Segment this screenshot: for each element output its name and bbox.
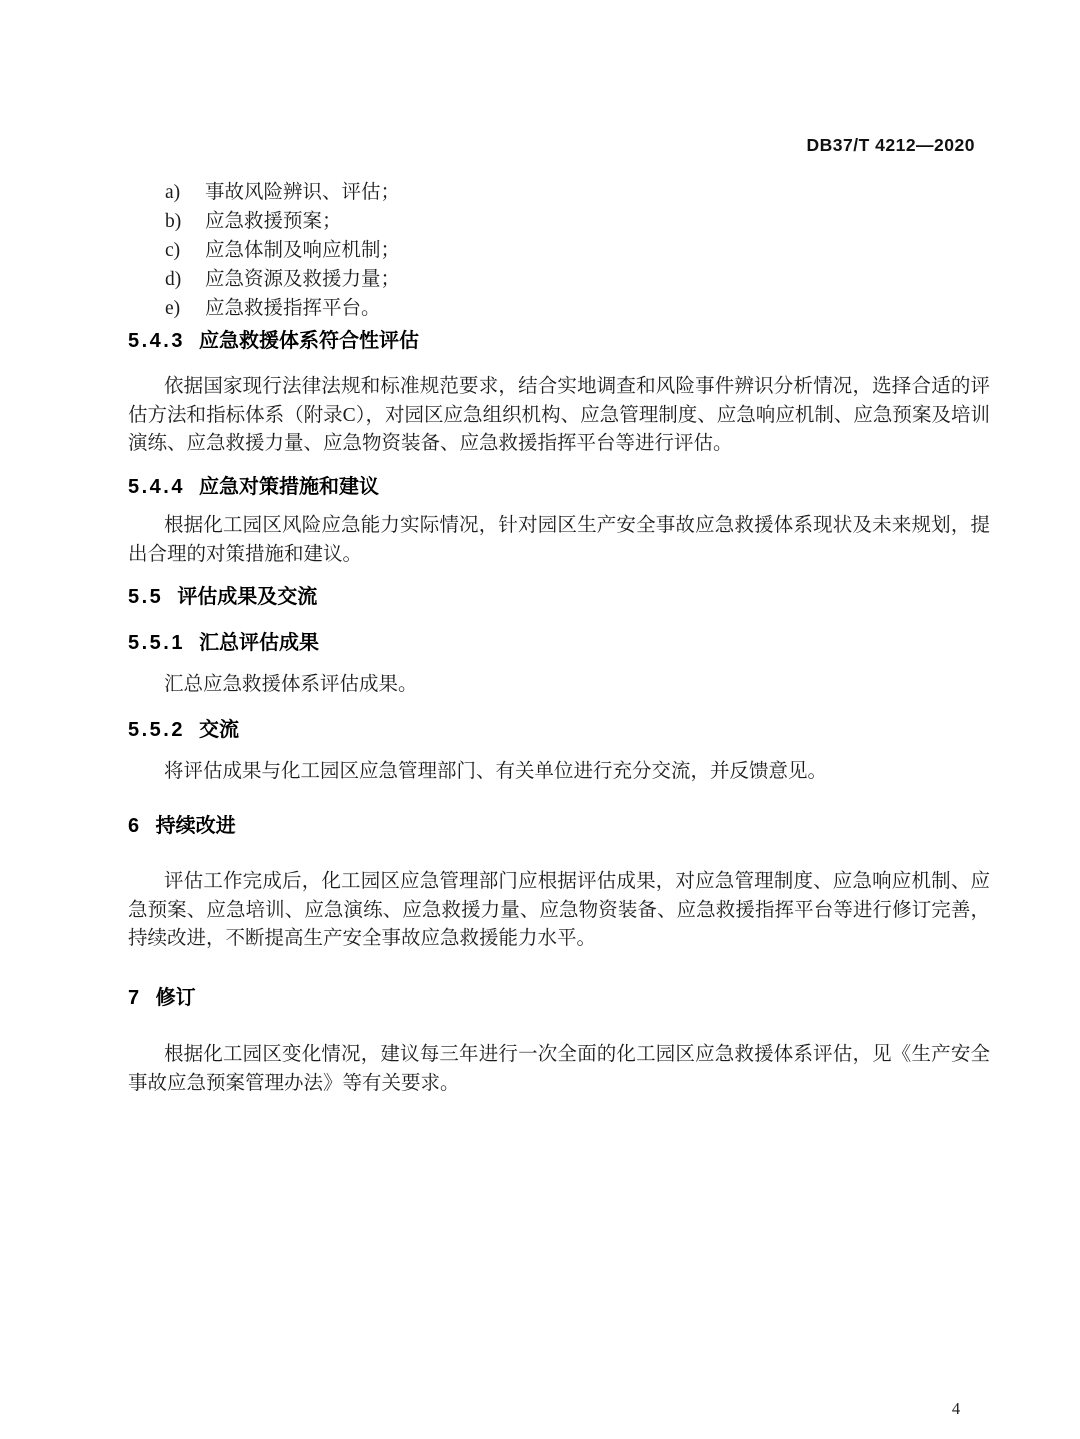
- list-item-marker: e): [165, 298, 181, 319]
- section-paragraph: 汇总应急救援体系评估成果。: [164, 674, 418, 695]
- list-item-marker: a): [165, 182, 181, 203]
- list-item-text: 事故风险辨识、评估；: [205, 182, 401, 203]
- list-item-marker: c): [165, 240, 181, 261]
- standard-code-header: DB37/T 4212—2020: [806, 135, 975, 155]
- section-title: 交流: [198, 719, 239, 741]
- list-item: [165, 207, 400, 236]
- list-item: [165, 178, 400, 207]
- section-title: 应急救援体系符合性评估: [198, 330, 419, 352]
- section-number: 5.4.3: [128, 330, 185, 352]
- section-number: 7: [128, 987, 142, 1009]
- section-paragraph: 根据化工园区变化情况，建议每三年进行一次全面的化工园区应急救援体系评估，见《生产安全事故应急预案管理办法》等有关要求。: [128, 1044, 990, 1094]
- list-item: [165, 294, 400, 323]
- list-item-text: 应急资源及救援力量；: [205, 269, 401, 290]
- list-item: [165, 236, 400, 265]
- section-number: 5.5: [128, 586, 164, 608]
- page-number: 4: [951, 1399, 961, 1418]
- list-item-text: 应急体制及响应机制；: [205, 240, 401, 261]
- section-paragraph: 根据化工园区风险应急能力实际情况，针对园区生产安全事故应急救援体系现状及未来规划，提出合理的对策措施和建议。: [128, 515, 990, 565]
- section-heading-7: [128, 987, 196, 1009]
- list-item-text: 应急救援指挥平台。: [205, 298, 381, 319]
- section-heading-5-5: [128, 586, 317, 608]
- section-heading-5-5-2: [128, 719, 239, 741]
- section-number: 5.5.2: [128, 719, 185, 741]
- section-heading-5-5-1: [128, 632, 319, 654]
- section-number: 5.5.1: [128, 632, 185, 654]
- section-heading-6: [128, 815, 236, 837]
- section-paragraph: 评估工作完成后，化工园区应急管理部门应根据评估成果，对应急管理制度、应急响应机制、应急预案、应急培训、应急演练、应急救援力量、应急物资装备、应急救援指挥平台等进行修订完善，持续改进，不断提高生产安全事故应急救援能力水平。: [128, 871, 990, 950]
- section-title: 评估成果及交流: [177, 586, 318, 608]
- section-paragraph: 依据国家现行法律法规和标准规范要求，结合实地调查和风险事件辨识分析情况，选择合适的评估方法和指标体系（附录C），对园区应急组织机构、应急管理制度、应急响应机制、应急预案及培训演练、应急救援力量、应急物资装备、应急救援指挥平台等进行评估。: [128, 376, 990, 455]
- section-number: 5.4.4: [128, 476, 185, 498]
- list-item-marker: b): [165, 211, 182, 232]
- section-title: 持续改进: [155, 815, 236, 837]
- section-paragraph: 将评估成果与化工园区应急管理部门、有关单位进行充分交流，并反馈意见。: [164, 761, 828, 782]
- section-heading-5-4-4: [128, 476, 379, 498]
- list-item-text: 应急救援预案；: [205, 211, 342, 232]
- section-title: 应急对策措施和建议: [198, 476, 379, 498]
- list-item-marker: d): [165, 269, 182, 290]
- section-title: 修订: [155, 987, 196, 1009]
- section-number: 6: [128, 815, 142, 837]
- section-title: 汇总评估成果: [198, 632, 319, 654]
- section-heading-5-4-3: [128, 330, 419, 352]
- list-item: [165, 265, 400, 294]
- ordered-item-list: [165, 178, 400, 323]
